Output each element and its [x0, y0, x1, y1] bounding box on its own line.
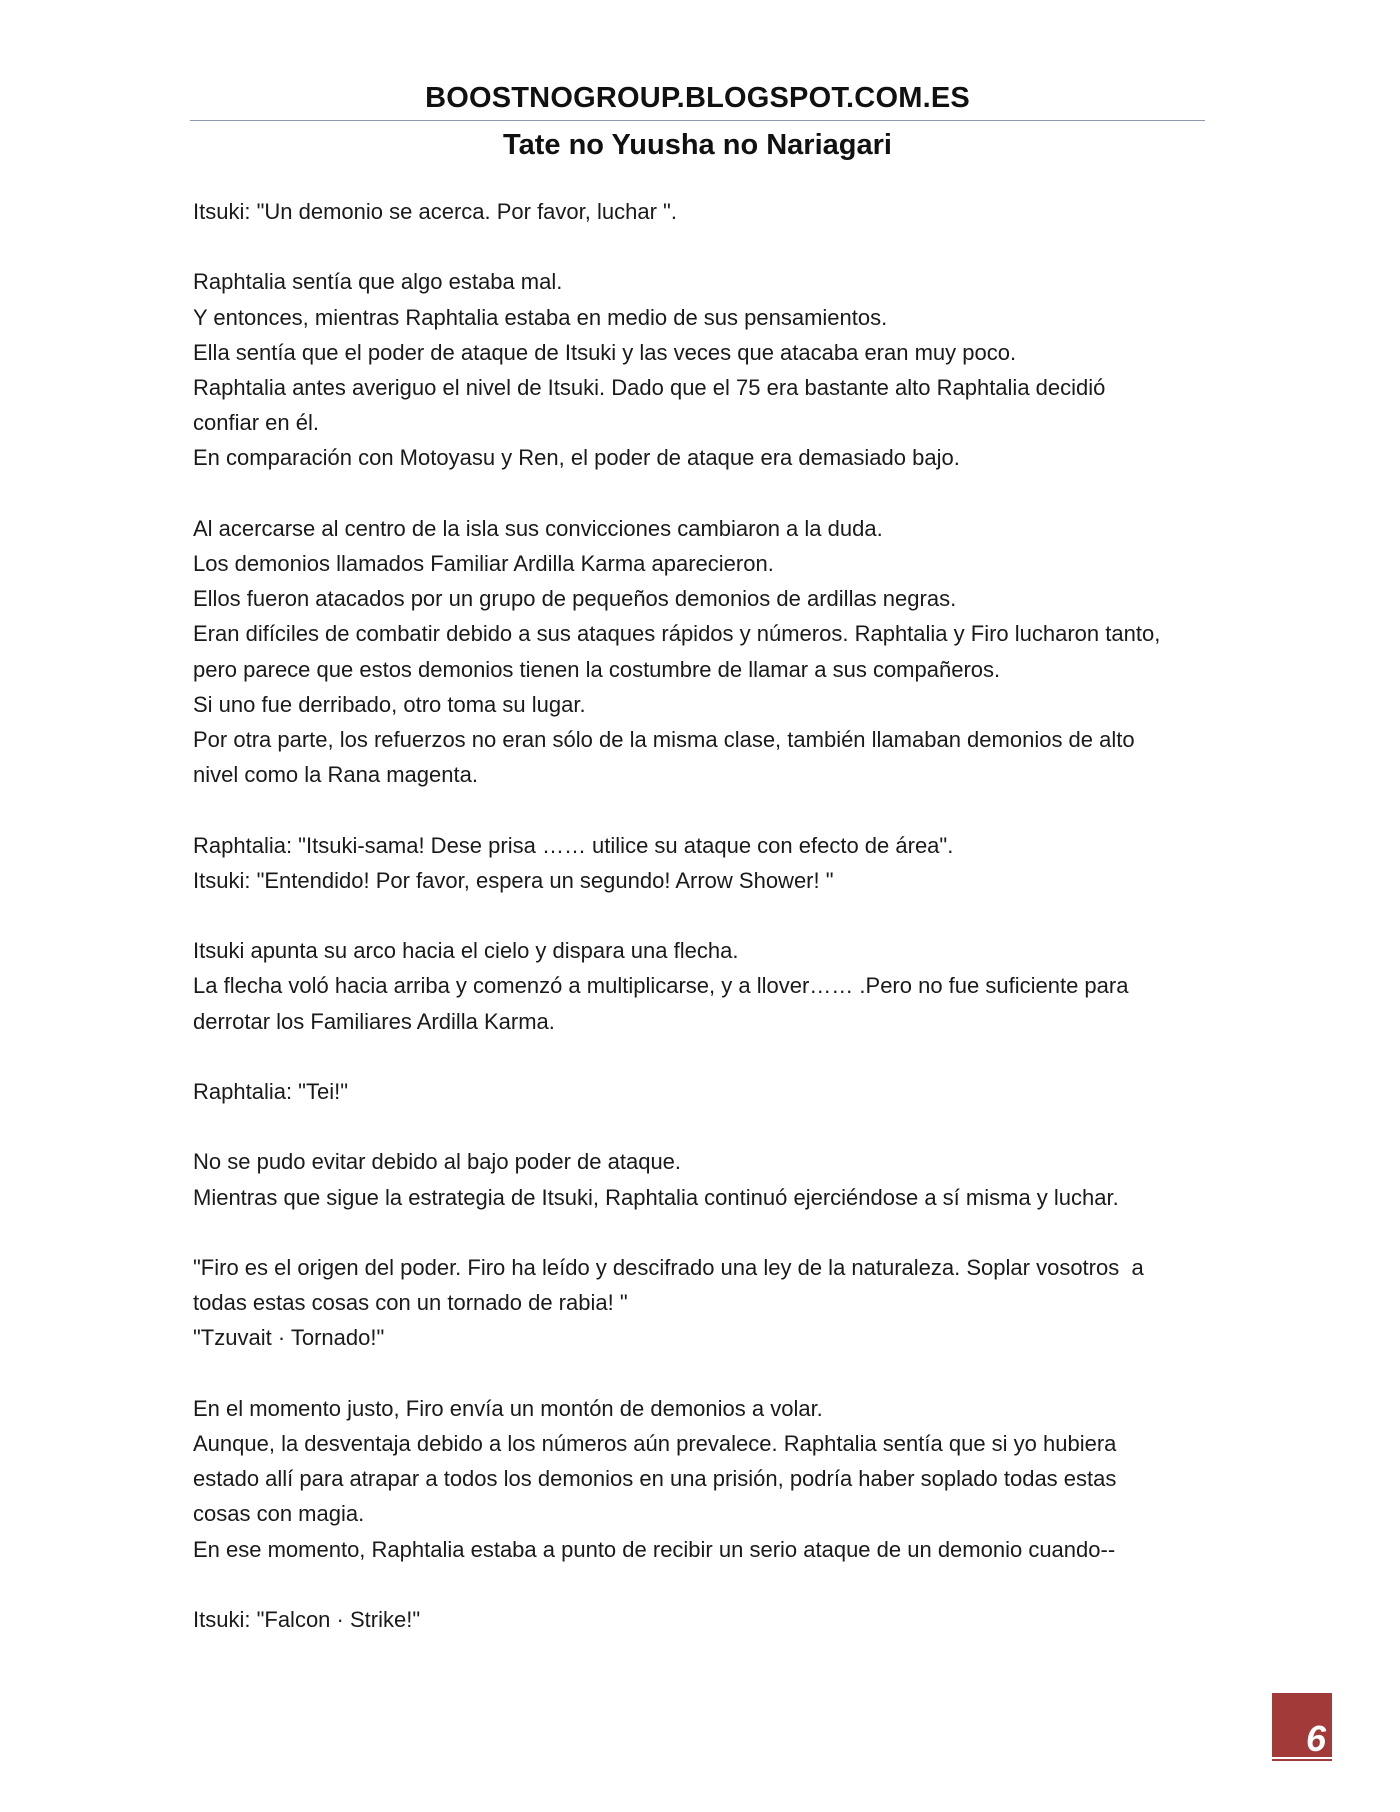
text-line: cosas con magia.: [193, 1501, 365, 1527]
text-line: Ellos fueron atacados por un grupo de pequeños demonios de ardillas negras.: [193, 586, 957, 612]
text-line: todas estas cosas con un tornado de rabia! ": [193, 1290, 628, 1316]
text-line: En ese momento, Raphtalia estaba a punto de recibir un serio ataque de un demonio cuando--: [193, 1536, 1116, 1562]
text-line: Al acercarse al centro de la isla sus convicciones cambiaron a la duda.: [193, 515, 883, 541]
text-line: Itsuki: "Entendido! Por favor, espera un segundo! Arrow Shower! ": [193, 867, 834, 893]
text-line: Mientras que sigue la estrategia de Itsuki, Raphtalia continuó ejerciéndose a sí misma y luchar.: [193, 1184, 1119, 1210]
text-line: Si uno fue derribado, otro toma su lugar.: [193, 691, 586, 717]
text-line: estado allí para atrapar a todos los demonios en una prisión, podría haber soplado todas estas: [193, 1466, 1117, 1492]
text-line: Raphtalia sentía que algo estaba mal.: [193, 269, 563, 295]
text-line: Itsuki: "Un demonio se acerca. Por favor, luchar ".: [193, 199, 677, 224]
paragraph: [193, 1144, 1205, 1214]
page-number-badge: [1272, 1693, 1332, 1761]
text-line: Itsuki: "Falcon · Strike!": [193, 1606, 421, 1632]
paragraph: [193, 1391, 1205, 1567]
text-line: Ella sentía que el poder de ataque de Itsuki y las veces que atacaba eran muy poco.: [193, 339, 1017, 365]
text-line: Raphtalia: "Itsuki-sama! Dese prisa …… utilice su ataque con efecto de área".: [193, 832, 954, 858]
paragraph: [193, 933, 1205, 1039]
text-line: Raphtalia antes averiguo el nivel de Itsuki. Dado que el 75 era bastante alto Raphtalia decidió: [193, 375, 1106, 400]
text-line: Los demonios llamados Familiar Ardilla Karma aparecieron.: [193, 551, 774, 576]
body-text: [193, 194, 1205, 1672]
paragraph: [193, 1074, 1205, 1109]
paragraph: [193, 1602, 1205, 1637]
text-line: pero parece que estos demonios tienen la costumbre de llamar a sus compañeros.: [193, 656, 1001, 682]
header-divider: [190, 120, 1205, 121]
site-title: BOOSTNOGROUP.BLOGSPOT.COM.ES: [425, 82, 970, 114]
paragraph: [193, 194, 1205, 229]
text-line: nivel como la Rana magenta.: [193, 762, 478, 788]
page-number-underline: [1272, 1757, 1332, 1759]
page-header: [190, 78, 1205, 167]
text-line: Y entonces, mientras Raphtalia estaba en medio de sus pensamientos.: [193, 304, 888, 330]
text-line: Eran difíciles de combatir debido a sus ataques rápidos y números. Raphtalia y Firo lucharon tanto,: [193, 621, 1161, 647]
text-line: "Tzuvait · Tornado!": [193, 1325, 385, 1351]
text-line: No se pudo evitar debido al bajo poder de ataque.: [193, 1149, 682, 1175]
text-line: Por otra parte, los refuerzos no eran sólo de la misma clase, también llamaban demonios de alto: [193, 727, 1135, 753]
text-line: La flecha voló hacia arriba y comenzó a multiplicarse, y a llover…… .Pero no fue suficiente para: [193, 973, 1129, 999]
text-line: derrotar los Familiares Ardilla Karma.: [193, 1008, 555, 1034]
text-line: En el momento justo, Firo envía un montón de demonios a volar.: [193, 1395, 823, 1421]
text-line: Aunque, la desventaja debido a los números aún prevalece. Raphtalia sentía que si yo hubiera: [193, 1430, 1117, 1456]
paragraph: [193, 264, 1205, 475]
text-line: "Firo es el origen del poder. Firo ha leído y descifrado una ley de la naturaleza. Soplar vosotros a: [193, 1254, 1144, 1280]
text-line: confiar en él.: [193, 410, 319, 436]
document-title: Tate no Yuusha no Nariagari: [503, 129, 892, 161]
paragraph: [193, 1250, 1205, 1356]
page-number: 6: [1305, 1718, 1326, 1759]
paragraph: [193, 511, 1205, 793]
text-line: En comparación con Motoyasu y Ren, el poder de ataque era demasiado bajo.: [193, 445, 960, 471]
paragraph: [193, 828, 1205, 898]
text-line: Raphtalia: "Tei!": [193, 1079, 349, 1104]
text-line: Itsuki apunta su arco hacia el cielo y dispara una flecha.: [193, 938, 739, 964]
